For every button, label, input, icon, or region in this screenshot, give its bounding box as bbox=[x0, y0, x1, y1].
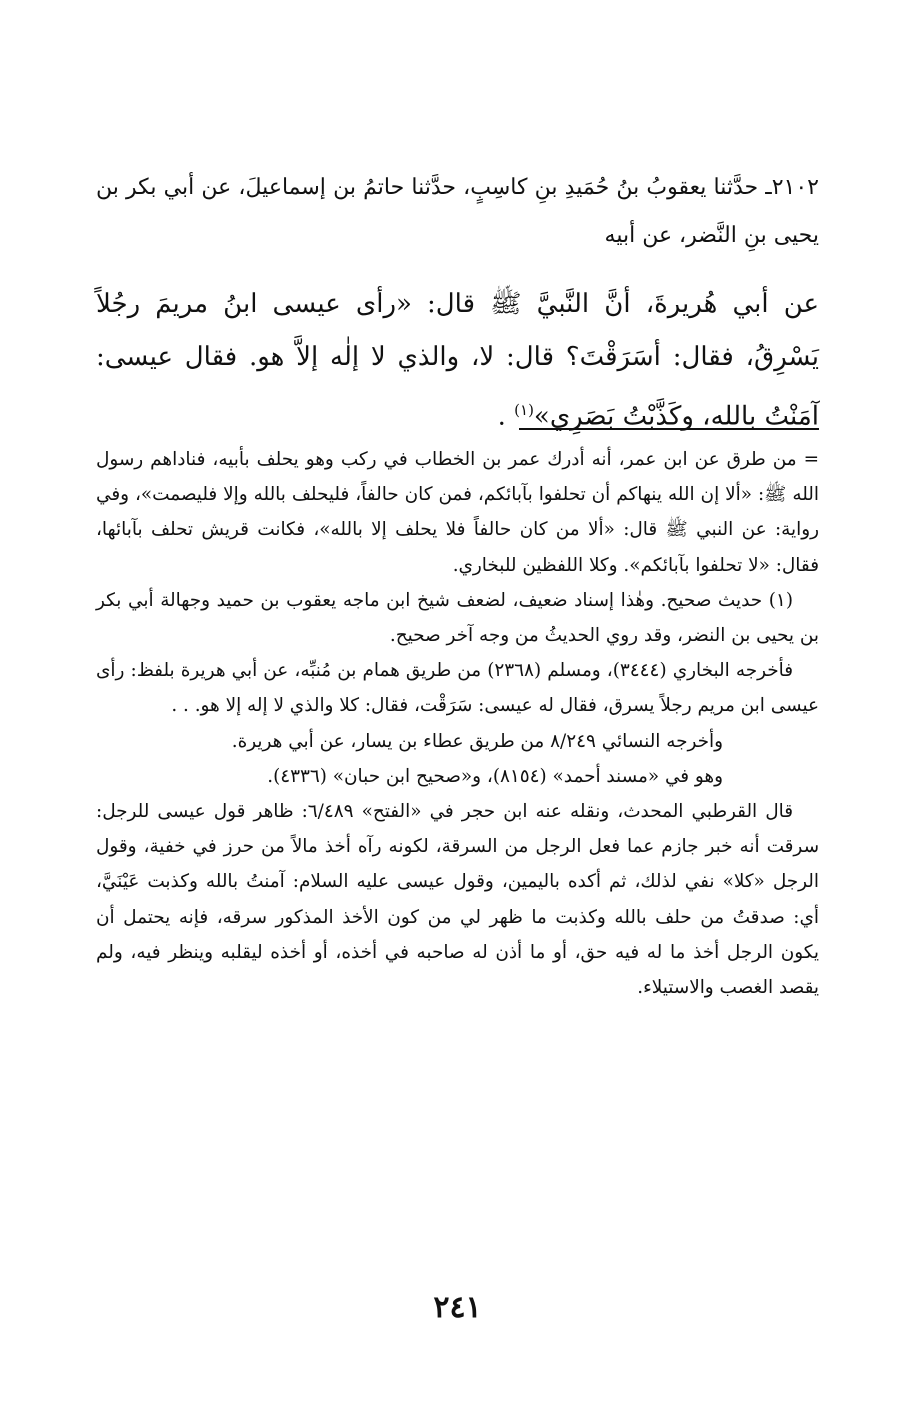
hadith-isnad: ٢١٠٢ـ حدَّثنا يعقوبُ بنُ حُمَيدِ بنِ كاسِبٍ، حدَّثنا حاتمُ بن إسماعيلَ، عن أبي بكر بن يحيى بنِ النَّضر، عن أبيه bbox=[96, 175, 819, 248]
footnote-1: (١) حديث صحيح. وهٰذا إسناد ضعيف، لضعف شيخ ابن ماجه يعقوب بن حميد وجهالة أبي بكر بن يحيى بن النضر، وقد روي الحديثُ من وجه آخر صحيح. bbox=[96, 589, 819, 647]
footnote-musnad: وهو في «مسند أحمد» (٨١٥٤)، و«صحيح ابن حبان» (٤٣٣٦). bbox=[267, 765, 723, 787]
hadith-matn-text: عن أبي هُريرةَ، أنَّ النَّبيَّ ﷺ قال: «رأى عيسى ابنُ مريمَ رجُلاً يَسْرِقُ، فقال: أسَرَقْتَ؟ قال: لا، والذي لا إلٰه إلاَّ هو. فقال عيسى: آمَنْتُ بالله، وكَذَّبْتُ بَصَرِي» bbox=[96, 289, 819, 432]
footnote-continued: = من طرق عن ابن عمر، أنه أدرك عمر بن الخطاب في ركب وهو يحلف بأبيه، فناداهم رسول الله ﷺ: «ألا إن الله ينهاكم أن تحلفوا بآبائكم، فمن كان حالفاً، فليحلف بالله وإلا فليصمت»، وفي رواية: عن النبي ﷺ قال: «ألا من كان حالفاً فلا يحلف إلا بالله»، فكانت قريش تحلف بآبائها، فقال: «لا تحلفوا بآبائكم». وكلا اللفظين للبخاري. bbox=[96, 449, 819, 576]
footnote-qurtubi: قال القرطبي المحدث، ونقله عنه ابن حجر في «الفتح» ٦/٤٨٩: ظاهر قول عيسى للرجل: سرقت أنه خبر جازم عما فعل الرجل من السرقة، لكونه رآه أخذ مالاً من حرز في خفية، وقول الرجل «كلا» نفي لذلك، ثم أكده باليمين، وقول عيسى عليه السلام: آمنتُ بالله وكذبت عَيْنَيَّ، أي: صدقتُ من حلف بالله وكذبت ما ظهر لي من كون الأخذ المذكور سرقه، فإنه يحتمل أن يكون الرجل أخذ ما له فيه حق، أو ما أذن له صاحبه في أخذه، أو أخذه ليقلبه وينظر فيه، ولم يقصد الغصب والاستيلاء. bbox=[96, 801, 819, 999]
footnote-reference: (١) bbox=[514, 401, 534, 419]
footnotes bbox=[96, 442, 819, 1005]
footnote-takhrij: فأخرجه البخاري (٣٤٤٤)، ومسلم (٢٣٦٨) من طريق همام بن مُنبِّه، عن أبي هريرة بلفظ: رأى عيسى ابن مريم رجلاً يسرق، فقال له عيسى: سَرَقْت، فقال: كلا والذي لا إله إلا هو. . . bbox=[96, 660, 819, 717]
book-page bbox=[96, 0, 819, 1415]
footnote-nasai: وأخرجه النسائي ٨/٢٤٩ من طريق عطاء بن يسار، عن أبي هريرة. bbox=[231, 730, 723, 752]
hadith-matn bbox=[96, 278, 819, 444]
hadith-matn-end: . bbox=[497, 401, 515, 432]
footnote-separator bbox=[519, 428, 819, 430]
page-number: ٢٤١ bbox=[433, 1290, 482, 1325]
